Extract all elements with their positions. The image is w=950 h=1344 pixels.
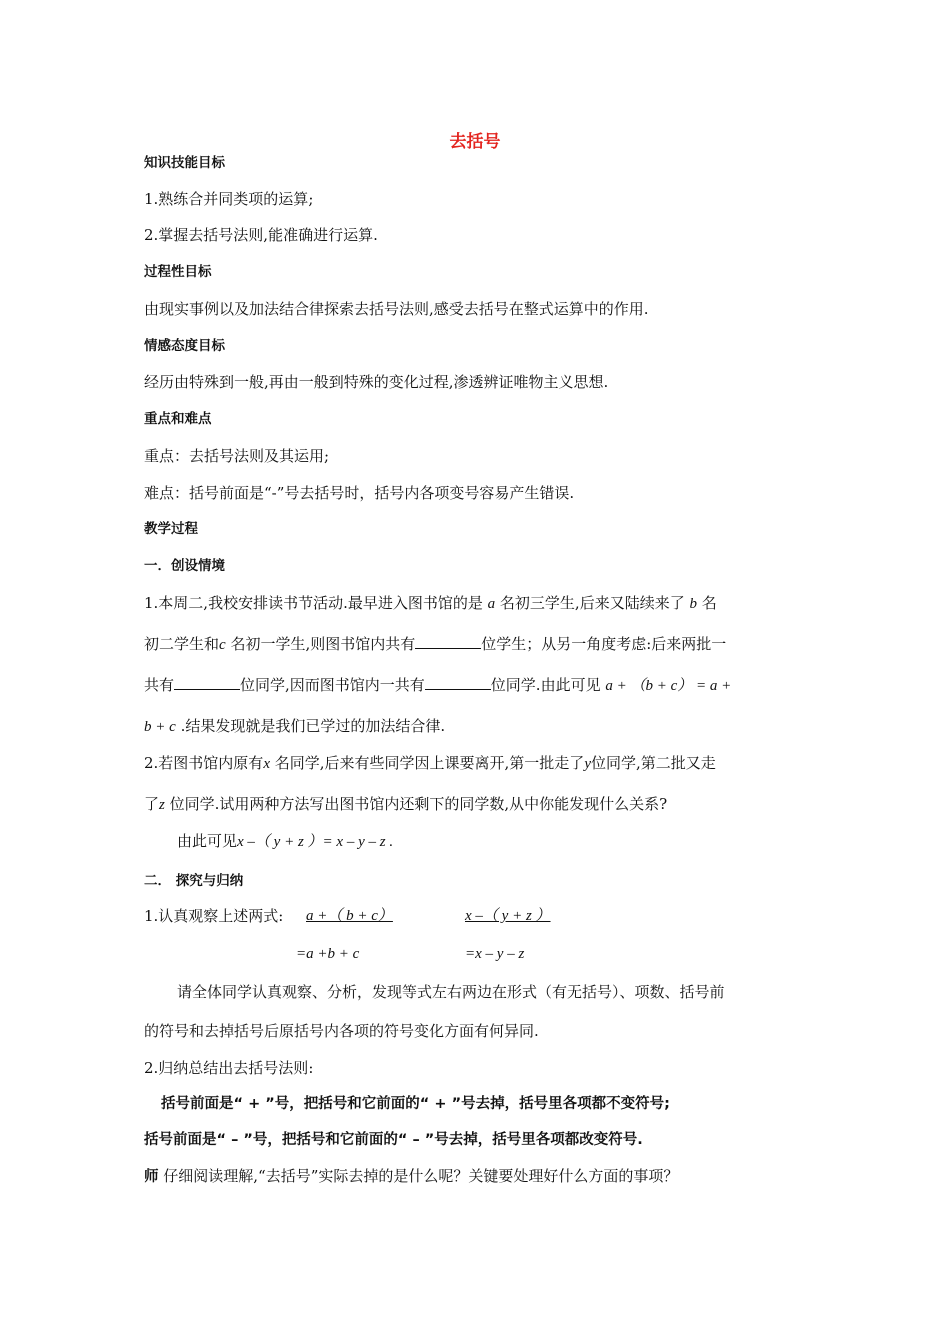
emotion-item-1: 经历由特殊到一般,再由一般到特殊的变化过程,渗透辨证唯物主义思想. [144, 373, 609, 391]
process-item-1: 由现实事例以及加法结合律探索去括号法则,感受去括号在整式运算中的作用. [144, 300, 649, 318]
problem2-line2: 了z 位同学.试用两种方法写出图书馆内还剩下的同学数,从中你能发现什么关系? [144, 795, 668, 813]
key-point: 重点：去括号法则及其运用; [144, 447, 330, 465]
answer-blank [174, 675, 240, 690]
teacher-question [144, 1166, 678, 1187]
heading-key-points: 重点和难点 [144, 411, 212, 427]
observation-paragraph-2: 的符号和去掉括号后原括号内各项的符号变化方面有何异同. [144, 1022, 539, 1040]
problem2-conclusion: 由此可见x –（ y + z ）= x – y – z . [177, 832, 394, 850]
expression-2-result: =x – y – z [465, 946, 525, 962]
heading-emotion-goals: 情感态度目标 [144, 338, 225, 354]
expression-2: x –（ y + z ） [465, 908, 551, 924]
observation-label: 1.认真观察上述两式: [144, 907, 284, 925]
math-expression: b + c [144, 719, 176, 735]
expression-1: a +（ b + c） [306, 908, 393, 924]
knowledge-item-2: 2.掌握去括号法则,能准确进行运算. [144, 226, 378, 244]
document-title: 去括号 [449, 132, 501, 152]
rule-minus-sign: 括号前面是“ – ”号，把括号和它前面的“ – ”号去掉，括号里各项都改变符号. [144, 1132, 643, 1148]
rule-plus-sign: 括号前面是“ + ”号，把括号和它前面的“ + ”号去掉，括号里各项都不变符号; [161, 1096, 670, 1112]
heading-part-1: 一．创设情境 [144, 558, 225, 574]
heading-process-goals: 过程性目标 [144, 264, 212, 280]
expression-1-result: =a +b + c [296, 946, 360, 962]
rules-summary-label: 2.归纳总结出去括号法则: [144, 1059, 314, 1077]
heading-part-2: 二． 探究与归纳 [144, 873, 244, 889]
heading-teaching-process: 教学过程 [144, 521, 198, 537]
math-expression: x –（ y + z ）= x – y – z . [237, 834, 394, 850]
teacher-label: 师 [144, 1169, 159, 1185]
answer-blank [415, 634, 481, 649]
knowledge-item-1: 1.熟练合并同类项的运算; [144, 190, 314, 208]
observation-paragraph-1: 请全体同学认真观察、分析，发现等式左右两边在形式（有无括号）、项数、括号前 [177, 983, 725, 1001]
problem1-text: 1.本周二,我校安排读书节活动.最早进入图书馆的是 a 名初三学生,后来又陆续来了 b 名 [144, 594, 717, 612]
problem1-line2 [144, 634, 808, 655]
problem1-line1 [144, 593, 808, 614]
problem1-text: 初二学生和c 名初一学生,则图书馆内共有 位学生；从另一角度考虑:后来两批一 [144, 635, 727, 653]
heading-knowledge-goals: 知识技能目标 [144, 155, 225, 171]
math-expression: a + （b + c） = a + [605, 678, 732, 694]
problem1-line3: 共有 位同学,因而图书馆内一共有 位同学.由此可见 a + （b + c） = a + [144, 676, 732, 694]
teacher-text: 仔细阅读理解,“去括号”实际去掉的是什么呢？关键要处理好什么方面的事项？ [163, 1167, 679, 1185]
problem2-line1: 2.若图书馆内原有x 名同学,后来有些同学因上课要离开,第一批走了y位同学,第二批又走 [144, 754, 716, 772]
problem1-line4: b + c .结果发现就是我们已学过的加法结合律. [144, 717, 446, 735]
answer-blank [425, 675, 491, 690]
difficult-point: 难点：括号前面是“-”号去括号时，括号内各项变号容易产生错误. [144, 484, 575, 502]
